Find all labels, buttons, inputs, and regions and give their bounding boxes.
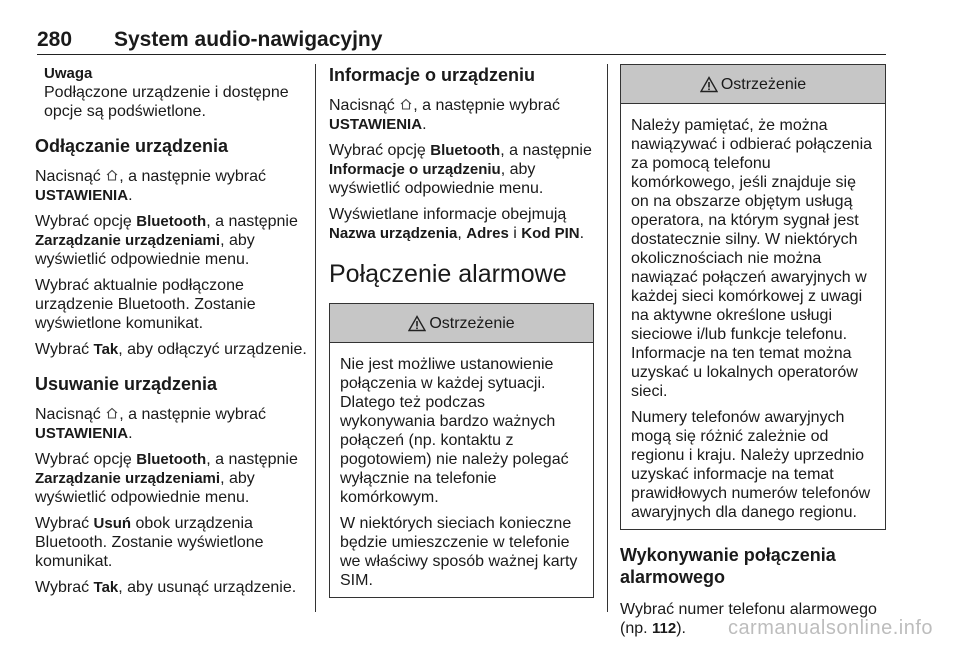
page-header <box>37 28 886 55</box>
paragraph <box>35 514 310 571</box>
paragraph <box>329 205 594 243</box>
warning-header <box>621 65 885 104</box>
menu-term: Tak <box>93 579 119 596</box>
menu-term: Kod PIN <box>521 225 580 242</box>
menu-term: Usuń <box>93 515 132 532</box>
column-divider-1 <box>315 64 316 612</box>
text: Wybrać opcję <box>329 142 431 159</box>
menu-term: 112 <box>652 620 677 637</box>
paragraph <box>35 450 310 507</box>
heading-disconnect: Odłączanie urządzenia <box>35 136 229 156</box>
paragraph <box>35 340 310 359</box>
text: , a następnie <box>500 142 592 159</box>
menu-term: Informacje o urządzeniu <box>329 161 501 178</box>
warning-box <box>329 303 594 598</box>
menu-term: Adres <box>466 225 509 242</box>
menu-term: Bluetooth <box>430 142 501 159</box>
menu-term: Tak <box>93 341 119 358</box>
menu-term: USTAWIENIA <box>35 425 129 442</box>
paragraph: W niektórych sieciach konieczne będzie umieszczenie w telefonie we właściwy sposób ważnej karty SIM. <box>340 515 578 589</box>
text: ). <box>676 620 686 637</box>
text: i <box>508 225 522 242</box>
menu-term: Zarządzanie urządzeniami <box>35 232 221 249</box>
paragraph <box>35 405 310 443</box>
text: . <box>128 187 133 204</box>
text: , aby usunąć urządzenie. <box>118 579 297 596</box>
text: , a następnie <box>206 451 298 468</box>
heading-device-info: Informacje o urządzeniu <box>329 65 536 85</box>
text: Nacisnąć <box>35 406 106 423</box>
home-icon <box>105 168 119 182</box>
warning-title: Ostrzeżenie <box>429 314 515 332</box>
text: Wybrać <box>35 515 94 532</box>
text: , a następnie <box>206 213 298 230</box>
heading-make-emergency-call: Wykonywanie połączenia alarmowego <box>620 545 836 587</box>
watermark: carmanualsonline.info <box>727 617 933 639</box>
warning-box <box>620 64 886 530</box>
text: . <box>128 425 133 442</box>
text: obok urządzenia Bluetooth. Zostanie wyświetlone komunikat. <box>35 515 264 570</box>
column-divider-2 <box>607 64 608 612</box>
text: , a następnie wybrać <box>119 168 266 185</box>
paragraph: Wybrać aktualnie podłączone urządzenie Bluetooth. Zostanie wyświetlone komunikat. <box>35 277 256 332</box>
warning-body <box>621 104 885 522</box>
column-3 <box>620 64 886 645</box>
note-text: Podłączone urządzenie i dostępne opcje są podświetlone. <box>44 84 289 120</box>
page-number: 280 <box>37 28 73 51</box>
menu-term: Nazwa urządzenia <box>329 225 458 242</box>
text: , <box>457 225 467 242</box>
text: , a następnie wybrać <box>413 97 560 114</box>
text: Nacisnąć <box>329 97 400 114</box>
text: Wybrać <box>35 341 94 358</box>
menu-term: Zarządzanie urządzeniami <box>35 470 221 487</box>
menu-term: USTAWIENIA <box>35 187 129 204</box>
text: Wyświetlane informacje obejmują <box>329 206 567 223</box>
paragraph: Nie jest możliwe ustanowienie połączenia w każdej sytuacji. Dlatego też podczas wykonywania bardzo ważnych połączeń (np. kontaktu z pogotowiem) nie należy polegać wyłącznie na telefonie komórkowym. <box>340 356 569 506</box>
text: . <box>422 116 427 133</box>
column-1 <box>35 64 310 604</box>
text: , aby wyświetlić odpowiednie menu. <box>35 232 255 268</box>
text: , aby odłączyć urządzenie. <box>118 341 307 358</box>
paragraph <box>35 578 310 597</box>
paragraph: Numery telefonów awaryjnych mogą się różnić zależnie od regionu i kraju. Należy uprzednio uzyskać informacje na temat prawidłowych numerów telefonów awaryjnych dla danego regionu. <box>631 409 871 521</box>
heading-emergency-call: Połączenie alarmowe <box>329 260 567 288</box>
text: Wybrać <box>35 579 94 596</box>
text: , aby wyświetlić odpowiednie menu. <box>35 470 255 506</box>
warning-header <box>330 304 593 343</box>
text: , a następnie wybrać <box>119 406 266 423</box>
warning-body <box>330 343 593 590</box>
column-2 <box>329 64 594 610</box>
text: Wybrać opcję <box>35 213 137 230</box>
paragraph <box>329 96 594 134</box>
text: Wybrać numer telefonu alarmowego (np. <box>620 601 877 637</box>
paragraph <box>329 141 594 198</box>
text: Wybrać opcję <box>35 451 137 468</box>
warning-triangle-icon <box>700 76 718 93</box>
paragraph <box>35 167 310 205</box>
home-icon <box>399 97 413 111</box>
menu-term: Bluetooth <box>136 451 207 468</box>
heading-remove: Usuwanie urządzenia <box>35 374 218 394</box>
text: . <box>579 225 585 242</box>
warning-triangle-icon <box>408 315 426 332</box>
menu-term: Bluetooth <box>136 213 207 230</box>
home-icon <box>105 406 119 420</box>
menu-term: USTAWIENIA <box>329 116 423 133</box>
warning-title: Ostrzeżenie <box>720 75 807 93</box>
text: , aby wyświetlić odpowiednie menu. <box>329 161 544 197</box>
note-label: Uwaga <box>44 65 93 82</box>
running-title: System audio-nawigacyjny <box>114 28 383 51</box>
paragraph: Należy pamiętać, że można nawiązywać i odbierać połączenia za pomocą telefonu komórkowego, jeśli znajduje się on na obszarze objętym usługą operatora, na którym sygnał jest dostatecznie silny. W niektórych okolicznościach nie można nawiązać połączeń awaryjnych w każdej sieci komórkowej z uwagi na aktywne określone usługi sieciowe i/lub funkcje telefonu. Informacje na ten temat można uzyskać u lokalnych operatorów sieci. <box>631 117 873 400</box>
paragraph <box>35 212 310 269</box>
text: Nacisnąć <box>35 168 106 185</box>
